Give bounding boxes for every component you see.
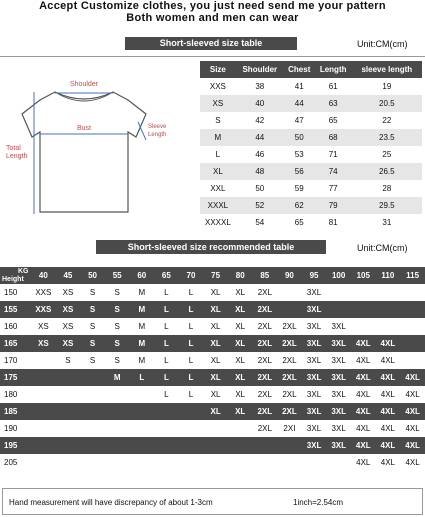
- rec-size-cell: XS: [56, 318, 81, 335]
- size-table-cell: 19: [382, 82, 392, 91]
- rec-table-row: [0, 369, 425, 386]
- rec-size-cell: 3XL: [302, 284, 327, 301]
- size-table-cell: 71: [328, 150, 338, 159]
- size-table-cell: 42: [255, 116, 265, 125]
- rec-table-row: [0, 420, 425, 437]
- rec-size-cell: [56, 437, 81, 454]
- rec-size-cell: 4XL: [376, 437, 401, 454]
- shoulder-label: Shoulder: [69, 81, 99, 88]
- rec-size-cell: [253, 454, 278, 471]
- weight-header: 90: [277, 267, 302, 284]
- size-table-cell: 28: [382, 184, 392, 193]
- size-table-cell: 79: [315, 197, 352, 214]
- rec-size-cell: 4XL: [376, 369, 401, 386]
- rec-size-cell: [154, 437, 179, 454]
- kg-height-corner: [0, 267, 31, 284]
- rec-size-cell: [80, 454, 105, 471]
- rec-size-cell: [31, 420, 56, 437]
- rec-size-cell: 3XL: [326, 335, 351, 352]
- rec-size-cell: [129, 437, 154, 454]
- rec-size-cell: 3XL: [302, 437, 327, 454]
- rec-table-row: [0, 437, 425, 454]
- height-cell: 195: [0, 437, 31, 454]
- rec-size-cell: XL: [203, 284, 228, 301]
- rec-size-cell: 2XL: [277, 403, 302, 420]
- rec-size-cell: [351, 301, 376, 318]
- rec-size-cell: M: [129, 335, 154, 352]
- rec-size-cell: [80, 420, 105, 437]
- rec-size-cell: [154, 403, 179, 420]
- rec-size-cell: [351, 318, 376, 335]
- rec-size-cell: [154, 420, 179, 437]
- rec-size-cell: [105, 403, 130, 420]
- rec-size-cell: [31, 403, 56, 420]
- weight-header: 55: [105, 267, 130, 284]
- height-cell: 160: [0, 318, 31, 335]
- rec-table-row: [0, 284, 425, 301]
- rec-size-cell: 4XL: [376, 420, 401, 437]
- size-table-cell: 52: [236, 197, 284, 214]
- rec-size-cell: [277, 284, 302, 301]
- rec-size-cell: 2XI: [277, 420, 302, 437]
- rec-size-cell: L: [154, 318, 179, 335]
- header: [0, 0, 425, 28]
- divider: [0, 56, 425, 57]
- rec-size-cell: [302, 454, 327, 471]
- rec-size-cell: 4XL: [400, 386, 425, 403]
- size-table-cell: 47: [294, 116, 304, 125]
- rec-size-cell: [253, 437, 278, 454]
- rec-table-row: [0, 318, 425, 335]
- rec-size-cell: L: [179, 386, 204, 403]
- rec-size-cell: L: [179, 352, 204, 369]
- rec-size-cell: S: [105, 352, 130, 369]
- rec-size-cell: 2XL: [253, 335, 278, 352]
- rec-size-cell: XL: [228, 335, 253, 352]
- rec-size-cell: [179, 437, 204, 454]
- rec-size-cell: M: [129, 301, 154, 318]
- rec-size-cell: [80, 386, 105, 403]
- rec-size-cell: 2XL: [253, 284, 278, 301]
- rec-table-title: Short-sleeved size recommended table: [96, 240, 326, 254]
- size-table-cell: 77: [328, 184, 338, 193]
- rec-size-cell: [326, 301, 351, 318]
- rec-size-cell: XL: [203, 318, 228, 335]
- rec-size-cell: XS: [31, 335, 56, 352]
- rec-size-cell: 4XL: [376, 403, 401, 420]
- size-table-cell: 62: [284, 197, 315, 214]
- size-table-cell: 23.5: [352, 129, 422, 146]
- weight-header: 75: [203, 267, 228, 284]
- size-table-cell: 50: [284, 129, 315, 146]
- rec-size-cell: 4XL: [351, 437, 376, 454]
- rec-size-cell: XL: [203, 369, 228, 386]
- size-table-cell: XS: [200, 95, 236, 112]
- rec-size-cell: L: [154, 386, 179, 403]
- height-cell: 205: [0, 454, 31, 471]
- rec-size-cell: 4XL: [376, 335, 401, 352]
- rec-size-cell: S: [80, 301, 105, 318]
- recommended-size-table: [0, 267, 425, 471]
- rec-size-cell: 3XL: [302, 420, 327, 437]
- rec-size-cell: 2XL: [253, 420, 278, 437]
- size-table-cell: 81: [328, 218, 338, 227]
- rec-size-cell: 2XL: [277, 386, 302, 403]
- rec-size-cell: XS: [56, 301, 81, 318]
- rec-size-cell: [376, 318, 401, 335]
- size-table-cell: 22: [382, 116, 392, 125]
- rec-size-cell: S: [105, 284, 130, 301]
- size-table-cell: S: [215, 116, 221, 125]
- rec-size-cell: [400, 352, 425, 369]
- tshirt-outline: [22, 92, 146, 212]
- size-table-cell: XXXL: [200, 197, 236, 214]
- size-table-cell: XL: [200, 163, 236, 180]
- rec-size-cell: [31, 352, 56, 369]
- weight-header: 115: [400, 267, 425, 284]
- rec-size-cell: S: [80, 318, 105, 335]
- height-cell: 155: [0, 301, 31, 318]
- rec-size-cell: XL: [228, 284, 253, 301]
- rec-size-cell: [400, 335, 425, 352]
- height-cell: 175: [0, 369, 31, 386]
- rec-size-cell: 2XL: [253, 352, 278, 369]
- rec-size-cell: 3XL: [326, 386, 351, 403]
- rec-size-cell: 4XL: [351, 335, 376, 352]
- weight-header: 40: [31, 267, 56, 284]
- rec-size-cell: 3XL: [302, 403, 327, 420]
- inch-conversion: 1inch=2.54cm: [293, 498, 344, 507]
- rec-table-header-row: [0, 267, 425, 284]
- rec-size-cell: XL: [228, 301, 253, 318]
- total-label: Total: [6, 145, 21, 152]
- rec-size-cell: [179, 403, 204, 420]
- rec-size-cell: 4XL: [351, 386, 376, 403]
- rec-size-cell: 4XL: [351, 420, 376, 437]
- rec-size-cell: [56, 386, 81, 403]
- rec-size-cell: M: [129, 318, 154, 335]
- rec-size-cell: M: [129, 284, 154, 301]
- size-table-header: Shoulder: [236, 61, 284, 78]
- rec-size-cell: [326, 284, 351, 301]
- weight-header: 110: [376, 267, 401, 284]
- size-table-title: Short-sleeved size table: [125, 37, 297, 50]
- kg-label: KG: [18, 267, 29, 275]
- size-table-cell: XXL: [210, 184, 226, 193]
- size-table-cell: 54: [255, 218, 265, 227]
- size-table-row: [200, 146, 422, 163]
- size-table-cell: 63: [315, 95, 352, 112]
- size-table-row: [200, 95, 422, 112]
- size-table-cell: 61: [328, 82, 338, 91]
- rec-size-cell: [31, 386, 56, 403]
- rec-size-cell: 2XL: [253, 369, 278, 386]
- rec-size-cell: L: [179, 369, 204, 386]
- rec-size-cell: [154, 454, 179, 471]
- header-line-1: Accept Customize clothes, you just need send me your pattern: [39, 0, 386, 12]
- rec-size-cell: XL: [228, 369, 253, 386]
- rec-size-cell: [129, 386, 154, 403]
- rec-table-row: [0, 403, 425, 420]
- rec-size-cell: XL: [228, 403, 253, 420]
- rec-size-cell: [105, 420, 130, 437]
- size-table-row: [200, 214, 422, 231]
- rec-size-cell: S: [105, 301, 130, 318]
- size-table-cell: XXXXL: [204, 218, 231, 227]
- rec-size-cell: [400, 284, 425, 301]
- weight-header: 70: [179, 267, 204, 284]
- rec-size-cell: 2XL: [253, 403, 278, 420]
- rec-size-cell: 2XL: [277, 369, 302, 386]
- rec-size-cell: 2XL: [253, 318, 278, 335]
- rec-size-cell: 3XL: [302, 352, 327, 369]
- height-cell: 170: [0, 352, 31, 369]
- rec-size-cell: L: [154, 284, 179, 301]
- rec-size-cell: 3XL: [326, 318, 351, 335]
- size-table-cell: M: [200, 129, 236, 146]
- rec-size-cell: XL: [203, 352, 228, 369]
- rec-size-cell: [203, 437, 228, 454]
- rec-size-cell: [400, 318, 425, 335]
- footer: [2, 488, 423, 515]
- height-label: Height: [2, 275, 24, 283]
- height-cell: 185: [0, 403, 31, 420]
- bust-label: Bust: [76, 125, 92, 132]
- size-table-cell: 74: [315, 163, 352, 180]
- rec-size-cell: L: [179, 335, 204, 352]
- rec-size-cell: [31, 437, 56, 454]
- rec-size-cell: 4XL: [351, 454, 376, 471]
- rec-size-cell: XXS: [31, 284, 56, 301]
- rec-size-cell: [351, 284, 376, 301]
- size-table: [200, 61, 422, 231]
- rec-size-cell: 4XL: [351, 352, 376, 369]
- height-cell: 150: [0, 284, 31, 301]
- rec-size-cell: 4XL: [376, 352, 401, 369]
- rec-size-cell: [228, 437, 253, 454]
- rec-size-cell: 3XL: [302, 318, 327, 335]
- size-table-cell: XXS: [209, 82, 226, 91]
- size-table-cell: 25: [382, 150, 392, 159]
- total-length-label: Length: [6, 153, 28, 160]
- rec-size-cell: 2XL: [253, 301, 278, 318]
- rec-size-cell: [129, 420, 154, 437]
- rec-table-row: [0, 301, 425, 318]
- tshirt-diagram: [0, 62, 195, 232]
- size-table-cell: 59: [294, 184, 304, 193]
- size-table-cell: 65: [328, 116, 338, 125]
- rec-size-cell: 3XL: [302, 369, 327, 386]
- rec-size-cell: 4XL: [400, 403, 425, 420]
- rec-size-cell: [105, 437, 130, 454]
- size-table-row: [200, 78, 422, 95]
- weight-header: 80: [228, 267, 253, 284]
- rec-size-cell: [277, 301, 302, 318]
- sleeve-length-label: Length: [148, 132, 167, 138]
- size-table-row: [200, 163, 422, 180]
- rec-size-cell: [80, 437, 105, 454]
- rec-size-cell: 3XL: [326, 369, 351, 386]
- size-table-cell: 68: [315, 129, 352, 146]
- rec-size-cell: 3XL: [326, 403, 351, 420]
- rec-size-cell: XL: [203, 335, 228, 352]
- size-table-cell: 50: [255, 184, 265, 193]
- rec-size-cell: [105, 454, 130, 471]
- weight-header: 85: [253, 267, 278, 284]
- rec-size-cell: 4XL: [400, 369, 425, 386]
- size-table-cell: 65: [294, 218, 304, 227]
- rec-size-cell: [376, 301, 401, 318]
- rec-size-cell: [31, 369, 56, 386]
- rec-size-cell: [31, 454, 56, 471]
- rec-size-cell: L: [154, 335, 179, 352]
- rec-size-cell: 2XL: [253, 386, 278, 403]
- size-table-cell: 44: [236, 129, 284, 146]
- rec-size-cell: XS: [31, 318, 56, 335]
- rec-size-cell: 3XL: [302, 335, 327, 352]
- rec-size-cell: 4XL: [351, 369, 376, 386]
- weight-header: 105: [351, 267, 376, 284]
- rec-size-cell: L: [154, 369, 179, 386]
- rec-size-cell: S: [105, 335, 130, 352]
- size-table-header: Chest: [284, 61, 315, 78]
- rec-size-cell: [203, 420, 228, 437]
- rec-size-cell: 4XL: [376, 454, 401, 471]
- rec-size-cell: XXS: [31, 301, 56, 318]
- weight-header: 100: [326, 267, 351, 284]
- rec-size-cell: 4XL: [351, 403, 376, 420]
- rec-size-cell: S: [56, 352, 81, 369]
- rec-size-cell: [80, 403, 105, 420]
- height-cell: 165: [0, 335, 31, 352]
- rec-size-cell: 3XL: [326, 437, 351, 454]
- rec-size-cell: [203, 454, 228, 471]
- rec-size-cell: [56, 420, 81, 437]
- weight-header: 65: [154, 267, 179, 284]
- sleeve-label: Sleeve: [148, 124, 167, 130]
- size-table-cell: 38: [255, 82, 265, 91]
- rec-size-cell: 4XL: [400, 420, 425, 437]
- size-table-cell: 29.5: [352, 197, 422, 214]
- rec-size-cell: [400, 301, 425, 318]
- measurement-note: Hand measurement will have discrepancy of about 1-3cm: [9, 498, 213, 507]
- size-table-cell: 31: [382, 218, 392, 227]
- size-table-cell: 56: [284, 163, 315, 180]
- rec-size-cell: S: [80, 352, 105, 369]
- rec-size-cell: [80, 369, 105, 386]
- rec-size-cell: S: [105, 318, 130, 335]
- rec-size-cell: 3XL: [326, 352, 351, 369]
- size-table-row: [200, 197, 422, 214]
- rec-size-cell: XL: [203, 403, 228, 420]
- rec-size-cell: XL: [203, 301, 228, 318]
- size-table-cell: 46: [255, 150, 265, 159]
- rec-size-cell: L: [129, 369, 154, 386]
- rec-size-cell: XS: [56, 335, 81, 352]
- rec-size-cell: [105, 386, 130, 403]
- header-line-2: Both women and men can wear: [126, 12, 299, 24]
- size-table-row: [200, 112, 422, 129]
- rec-size-cell: [277, 437, 302, 454]
- rec-size-cell: S: [80, 284, 105, 301]
- rec-size-cell: 4XL: [376, 386, 401, 403]
- rec-size-cell: 2XL: [277, 352, 302, 369]
- rec-size-cell: M: [129, 352, 154, 369]
- rec-table-row: [0, 454, 425, 471]
- rec-size-cell: XL: [228, 386, 253, 403]
- rec-table-row: [0, 386, 425, 403]
- rec-size-cell: [56, 403, 81, 420]
- size-table-cell: 41: [294, 82, 304, 91]
- size-table-cell: 26.5: [352, 163, 422, 180]
- rec-size-cell: L: [154, 301, 179, 318]
- rec-size-cell: L: [154, 352, 179, 369]
- height-cell: 180: [0, 386, 31, 403]
- rec-size-cell: [56, 454, 81, 471]
- rec-size-cell: 4XL: [400, 437, 425, 454]
- rec-size-cell: XL: [203, 386, 228, 403]
- rec-size-cell: [129, 403, 154, 420]
- rec-size-cell: 3XL: [326, 420, 351, 437]
- rec-size-cell: XL: [228, 352, 253, 369]
- size-table-cell: L: [215, 150, 221, 159]
- rec-size-cell: [228, 454, 253, 471]
- rec-size-cell: S: [80, 335, 105, 352]
- rec-size-cell: M: [105, 369, 130, 386]
- weight-header: 50: [80, 267, 105, 284]
- size-table-header: Size: [200, 61, 236, 78]
- rec-size-cell: XS: [56, 284, 81, 301]
- size-table-header: sleeve length: [352, 61, 422, 78]
- rec-size-cell: [376, 284, 401, 301]
- size-table-cell: 53: [294, 150, 304, 159]
- rec-size-cell: L: [179, 301, 204, 318]
- rec-size-cell: [326, 454, 351, 471]
- height-cell: 190: [0, 420, 31, 437]
- size-table-header: Length: [315, 61, 352, 78]
- rec-size-cell: [56, 369, 81, 386]
- size-table-cell: 20.5: [352, 95, 422, 112]
- weight-header: 95: [302, 267, 327, 284]
- rec-size-cell: L: [179, 318, 204, 335]
- rec-size-cell: 3XL: [302, 301, 327, 318]
- rec-size-cell: [277, 454, 302, 471]
- size-table-cell: 40: [236, 95, 284, 112]
- rec-size-cell: L: [179, 284, 204, 301]
- rec-size-cell: 4XL: [400, 454, 425, 471]
- rec-size-cell: XL: [228, 318, 253, 335]
- rec-size-cell: [129, 454, 154, 471]
- size-table-cell: 44: [284, 95, 315, 112]
- size-table-row: [200, 180, 422, 197]
- rec-table-row: [0, 352, 425, 369]
- rec-size-cell: [228, 420, 253, 437]
- rec-size-cell: 2XL: [277, 335, 302, 352]
- rec-size-cell: 3XL: [302, 386, 327, 403]
- rec-size-cell: 2XL: [277, 318, 302, 335]
- size-table-row: [200, 129, 422, 146]
- rec-table-unit: Unit:CM(cm): [357, 243, 408, 253]
- size-table-cell: 48: [236, 163, 284, 180]
- rec-size-cell: [179, 454, 204, 471]
- rec-table-row: [0, 335, 425, 352]
- rec-size-cell: [179, 420, 204, 437]
- size-table-unit: Unit:CM(cm): [357, 39, 408, 49]
- weight-header: 60: [129, 267, 154, 284]
- weight-header: 45: [56, 267, 81, 284]
